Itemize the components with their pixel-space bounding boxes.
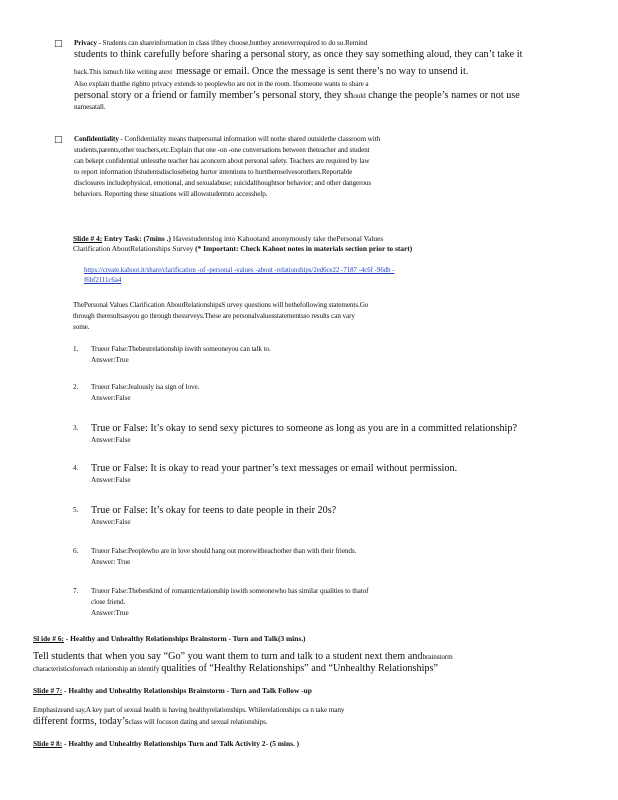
privacy-term: Privacy xyxy=(74,39,97,47)
confidentiality-line-2: students,parents,other teachers,etc.Explain that one -on -one conversations between theteacher and student xyxy=(74,146,370,154)
slide-6-body: Tell students that when you say “Go” you want them to turn and talk to a student next them andbrainstorm characteristicsforeach relationship an identify qualities of “Healthy Relationships” and “Unhealthy Relationships” xyxy=(33,651,453,674)
question-1: 1. Trueor False:Thebestrelationship iswith someoneyou can talk to. Answer:True xyxy=(73,344,588,365)
slide-4-line-2: Clarification AboutRelationships Survey (* Important: Check Kahoot notes in materials section prior to start) xyxy=(73,244,413,253)
slide-6-title: - Healthy and Unhealthy Relationships Brainstorm - Turn and Talk(3 mins.) xyxy=(65,634,306,643)
question-text: True or False: It is okay to read your partner’s text messages or email without permission. xyxy=(91,463,458,474)
question-text-cont: close friend. xyxy=(91,598,126,606)
question-text: True or False: It’s okay for teens to date people in their 20s? xyxy=(91,505,337,516)
confidentiality-bullet xyxy=(54,134,590,200)
slide-4-line-1: Slide # 4: Entry Task: (7mins .) Havestudentslog into Kahootand anonymously take thePersonal Values xyxy=(73,234,384,243)
checkbox-bullet-icon: □ xyxy=(54,135,63,145)
question-4: 4. True or False: It is okay to read your partner’s text messages or email without permission. Answer:False xyxy=(73,463,588,485)
answer-text: Answer:False xyxy=(91,394,131,402)
slide-7-label: Slide # 7: xyxy=(33,686,63,695)
privacy-line-5: personal story or a friend or family member’s personal story, they should change the people’s names or not use xyxy=(74,90,520,101)
question-text: Trueor False:Peoplewho are in love should hang out morewitheachother than with their friends. xyxy=(91,547,357,555)
slide-7-title: - Healthy and Unhealthy Relationships Brainstorm - Turn and Talk Follow -up xyxy=(64,686,312,695)
question-7: 7. Trueor False:Thebestkind of romanticrelationship iswith someonewho has similar qualities to thatof close friend. Answer:True xyxy=(73,586,588,618)
slide-7-body: Emphasizeand say,A key part of sexual health is having healthyrelationships. Whilerelationships ca n take many different forms, today’sclass will focuson dating and sexual relationships. xyxy=(33,706,345,727)
confidentiality-line-3: can bekept confidential unlessthe teacher has aconcern about personal safety. Teachers are required by law xyxy=(74,157,370,165)
answer-text: Answer:False xyxy=(91,476,131,484)
confidentiality-line-1: Confidentiality - Confidentiality means thatpersonal information will nothe shared outsidethe classroom with xyxy=(74,135,381,143)
kahoot-survey-link[interactable]: https://create.kahoot.it/share/clarification -of -personal -values -about -relationships/2ed6ce22 -7187 -4c6f -96db - xyxy=(84,267,395,274)
slide-6-heading xyxy=(33,634,588,644)
slide-8-label: Slide # 8: xyxy=(33,739,63,748)
privacy-line-3: back.This ismuch like writing atext message or email. Once the message is sent there’s no way to unsend it. xyxy=(74,66,469,77)
confidentiality-line-6: behaviors. Reporting these situations will allowstudentsto accesshelp. xyxy=(74,190,268,198)
question-text: True or False: It’s okay to send sexy pictures to someone as long as you are in a committed relationship? xyxy=(91,423,517,434)
kahoot-survey-link-cont[interactable]: f6bf2111c6a4 xyxy=(84,277,122,284)
slide-8-heading xyxy=(33,739,588,749)
slide-4-title: Entry Task: (7mins .) xyxy=(104,234,171,243)
survey-intro: ThePersonal Values Clarification AboutRelationshipsS urvey questions will bethefollowing statements.Go through theresultsasyou go through thesurveys.These are personalvaluesstatementsso results can vary some. xyxy=(73,301,369,331)
answer-text: Answer:True xyxy=(91,609,129,617)
slide-4-label: Slide # 4: xyxy=(73,234,103,243)
confidentiality-line-4: to report information ifstudentsdisclosebeing hurtor intentions to hurtthemselvesorothers.Reportable xyxy=(74,168,353,176)
slide-7-heading xyxy=(33,686,588,696)
privacy-line-6: namesatall. xyxy=(74,103,106,111)
question-5: 5. True or False: It’s okay for teens to date people in their 20s? Answer:False xyxy=(73,505,588,527)
checkbox-bullet-icon: □ xyxy=(54,39,63,49)
question-text: Trueor False:Thebestkind of romanticrelationship iswith someonewho has similar qualities to thatof xyxy=(91,587,369,595)
answer-text: Answer:False xyxy=(91,436,131,444)
slide-4-heading xyxy=(73,234,583,254)
slide-8-title: - Healthy and Unhealthy Relationships Turn and Talk Activity 2- (5 mins. ) xyxy=(64,739,300,748)
privacy-line-1: Privacy - Students can shareinformation in class ifthey choose,butthey areneverrequired to do so.Remind xyxy=(74,39,368,47)
answer-text: Answer:True xyxy=(91,356,129,364)
question-text: Trueor False:Jealously isa sign of love. xyxy=(91,383,200,391)
privacy-line-2: students to think carefully before sharing a personal story, as once they say something aloud, they can’t take it xyxy=(74,49,523,60)
question-3: 3. True or False: It’s okay to send sexy pictures to someone as long as you are in a committed relationship? Answer:False xyxy=(73,423,588,445)
privacy-line-4: Also explain thatthe rightto privacy extends to peoplewho are not in the room. Ifsomeone wants to share a xyxy=(74,80,369,88)
answer-text: Answer:False xyxy=(91,518,131,526)
question-6: 6. Trueor False:Peoplewho are in love should hang out morewitheachother than with their friends. Answer: True xyxy=(73,546,588,567)
question-text: Trueor False:Thebestrelationship iswith someoneyou can talk to. xyxy=(91,345,271,353)
kahoot-link-block xyxy=(84,266,584,286)
confidentiality-term: Confidentiality xyxy=(74,135,119,143)
slide-6-label: Sl ide # 6: xyxy=(33,634,65,643)
answer-text: Answer: True xyxy=(91,558,131,566)
question-2: 2. Trueor False:Jealously isa sign of love. Answer:False xyxy=(73,382,588,403)
confidentiality-line-5: disclosures includephysical, emotional, and sexualabuse; suicidalthoughtsor behavior; and other dangerous xyxy=(74,179,372,187)
privacy-bullet xyxy=(54,38,590,113)
